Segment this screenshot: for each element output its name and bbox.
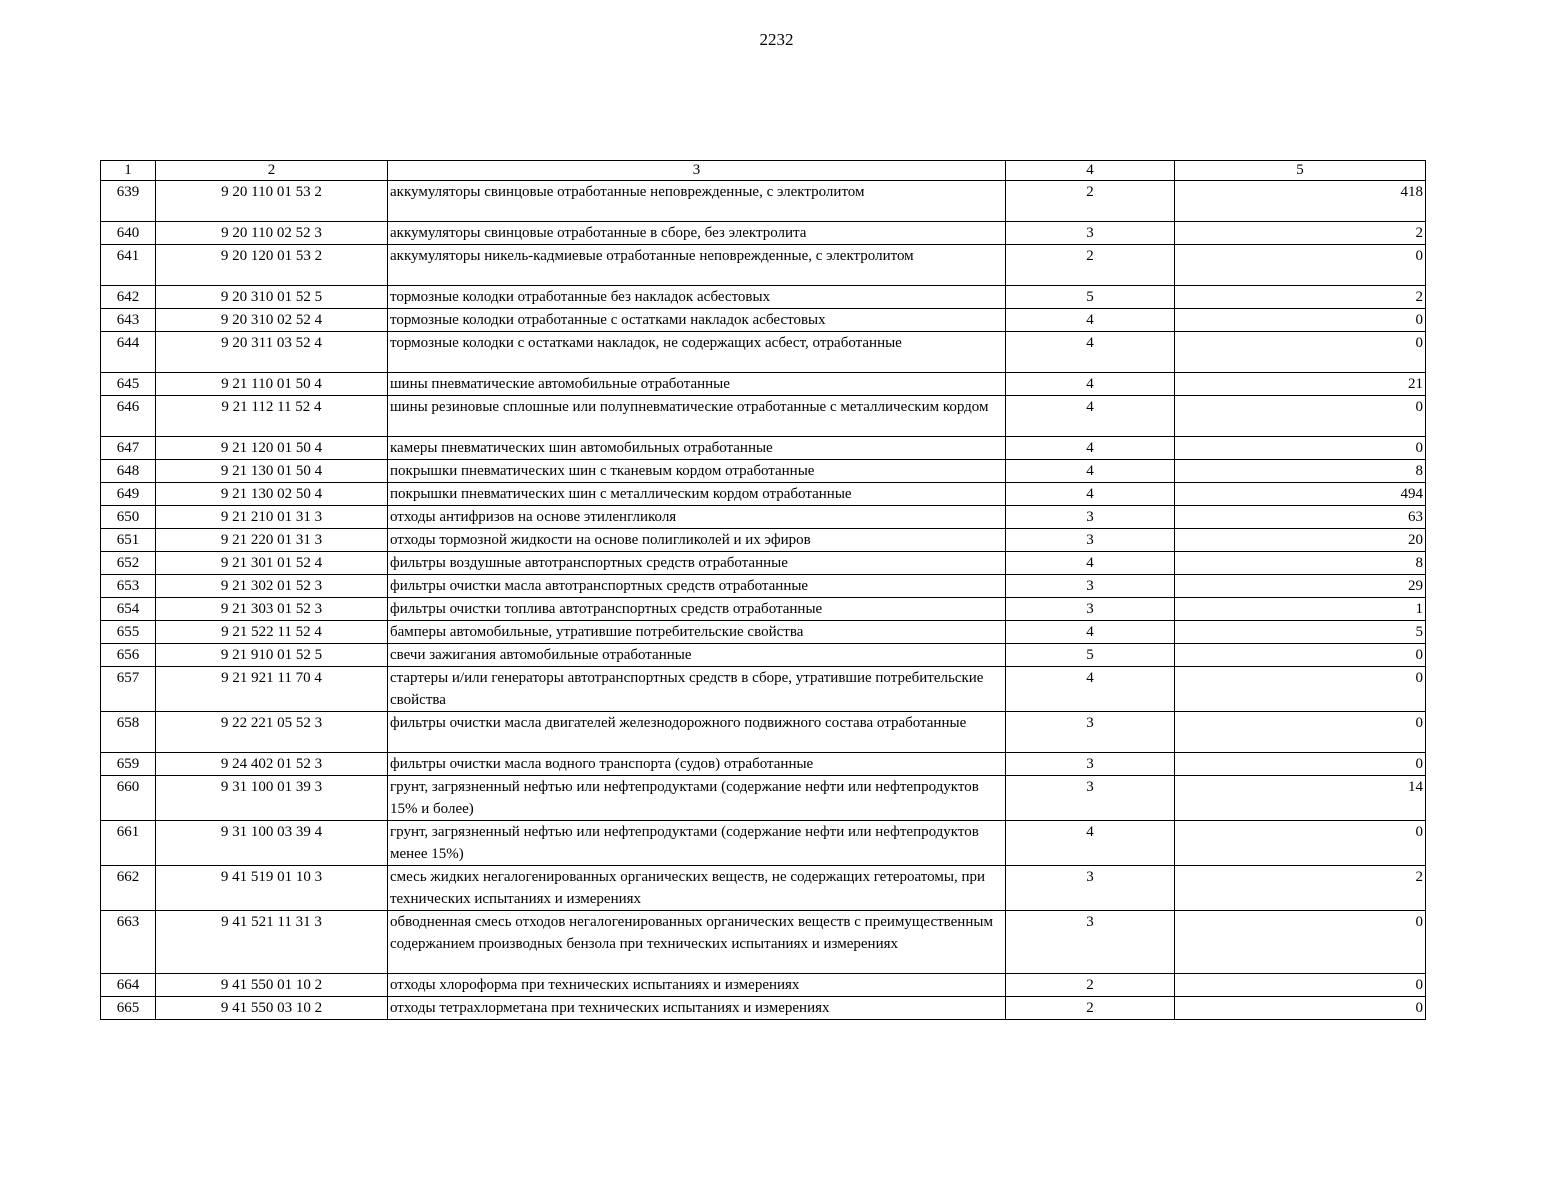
waste-name-cell: свечи зажигания автомобильные отработанные (388, 644, 1006, 667)
table-row (101, 483, 1426, 506)
row-number-cell: 655 (101, 621, 156, 644)
waste-name-cell: фильтры воздушные автотранспортных средств отработанные (388, 552, 1006, 575)
waste-code-cell: 9 20 120 01 53 2 (156, 245, 388, 286)
waste-name-cell: отходы тетрахлорметана при технических испытаниях и измерениях (388, 997, 1006, 1020)
row-number-cell: 660 (101, 776, 156, 821)
row-number-cell: 663 (101, 911, 156, 974)
waste-name-cell: покрышки пневматических шин с тканевым кордом отработанные (388, 460, 1006, 483)
quantity-cell: 418 (1175, 181, 1426, 222)
waste-name-cell: фильтры очистки масла двигателей железнодорожного подвижного состава отработанные (388, 712, 1006, 753)
hazard-class-cell: 5 (1006, 644, 1175, 667)
hazard-class-cell: 4 (1006, 667, 1175, 712)
hazard-class-cell: 3 (1006, 712, 1175, 753)
hazard-class-cell: 2 (1006, 997, 1175, 1020)
table-row (101, 286, 1426, 309)
table-row (101, 181, 1426, 222)
table-row (101, 644, 1426, 667)
quantity-cell: 0 (1175, 974, 1426, 997)
hazard-class-cell: 4 (1006, 437, 1175, 460)
row-number-cell: 652 (101, 552, 156, 575)
waste-code-cell: 9 21 921 11 70 4 (156, 667, 388, 712)
page-number: 2232 (759, 30, 794, 49)
table-row (101, 332, 1426, 373)
waste-code-cell: 9 21 112 11 52 4 (156, 396, 388, 437)
header-cell-1: 1 (101, 161, 156, 181)
quantity-cell: 20 (1175, 529, 1426, 552)
waste-code-cell: 9 21 130 02 50 4 (156, 483, 388, 506)
quantity-cell: 0 (1175, 911, 1426, 974)
waste-name-cell: отходы антифризов на основе этиленгликоля (388, 506, 1006, 529)
table-row (101, 974, 1426, 997)
waste-code-cell: 9 20 310 02 52 4 (156, 309, 388, 332)
quantity-cell: 14 (1175, 776, 1426, 821)
hazard-class-cell: 4 (1006, 552, 1175, 575)
table-row (101, 222, 1426, 245)
waste-name-cell: покрышки пневматических шин с металлическим кордом отработанные (388, 483, 1006, 506)
waste-registry-table (100, 160, 1426, 1020)
waste-code-cell: 9 21 220 01 31 3 (156, 529, 388, 552)
waste-code-cell: 9 20 110 01 53 2 (156, 181, 388, 222)
waste-code-cell: 9 21 130 01 50 4 (156, 460, 388, 483)
table-row (101, 776, 1426, 821)
row-number-cell: 657 (101, 667, 156, 712)
waste-name-cell: стартеры и/или генераторы автотранспортных средств в сборе, утратившие потребительские свойства (388, 667, 1006, 712)
table-row (101, 575, 1426, 598)
waste-name-cell: аккумуляторы никель-кадмиевые отработанные неповрежденные, с электролитом (388, 245, 1006, 286)
waste-name-cell: бамперы автомобильные, утратившие потребительские свойства (388, 621, 1006, 644)
table-row (101, 245, 1426, 286)
table-row (101, 309, 1426, 332)
quantity-cell: 0 (1175, 332, 1426, 373)
row-number-cell: 662 (101, 866, 156, 911)
waste-code-cell: 9 22 221 05 52 3 (156, 712, 388, 753)
quantity-cell: 0 (1175, 245, 1426, 286)
row-number-cell: 645 (101, 373, 156, 396)
hazard-class-cell: 4 (1006, 621, 1175, 644)
waste-code-cell: 9 21 522 11 52 4 (156, 621, 388, 644)
quantity-cell: 494 (1175, 483, 1426, 506)
table-row (101, 997, 1426, 1020)
hazard-class-cell: 4 (1006, 460, 1175, 483)
waste-name-cell: тормозные колодки отработанные без накладок асбестовых (388, 286, 1006, 309)
waste-code-cell: 9 21 110 01 50 4 (156, 373, 388, 396)
hazard-class-cell: 3 (1006, 753, 1175, 776)
waste-name-cell: шины пневматические автомобильные отработанные (388, 373, 1006, 396)
table-row (101, 821, 1426, 866)
quantity-cell: 63 (1175, 506, 1426, 529)
waste-name-cell: отходы тормозной жидкости на основе полигликолей и их эфиров (388, 529, 1006, 552)
row-number-cell: 653 (101, 575, 156, 598)
hazard-class-cell: 3 (1006, 911, 1175, 974)
table-row (101, 437, 1426, 460)
waste-name-cell: смесь жидких негалогенированных органических веществ, не содержащих гетероатомы, при технических испытаниях и измерениях (388, 866, 1006, 911)
quantity-cell: 0 (1175, 396, 1426, 437)
waste-code-cell: 9 20 110 02 52 3 (156, 222, 388, 245)
row-number-cell: 650 (101, 506, 156, 529)
waste-code-cell: 9 21 301 01 52 4 (156, 552, 388, 575)
table-header-row (101, 161, 1426, 181)
waste-code-cell: 9 21 303 01 52 3 (156, 598, 388, 621)
waste-name-cell: аккумуляторы свинцовые отработанные в сборе, без электролита (388, 222, 1006, 245)
quantity-cell: 0 (1175, 753, 1426, 776)
header-cell-2: 2 (156, 161, 388, 181)
waste-name-cell: фильтры очистки масла водного транспорта (судов) отработанные (388, 753, 1006, 776)
quantity-cell: 2 (1175, 866, 1426, 911)
row-number-cell: 648 (101, 460, 156, 483)
waste-code-cell: 9 31 100 01 39 3 (156, 776, 388, 821)
hazard-class-cell: 2 (1006, 245, 1175, 286)
hazard-class-cell: 4 (1006, 373, 1175, 396)
waste-name-cell: обводненная смесь отходов негалогенированных органических веществ с преимущественным содержанием производных бензола при технических испытаниях и измерениях (388, 911, 1006, 974)
waste-code-cell: 9 31 100 03 39 4 (156, 821, 388, 866)
row-number-cell: 649 (101, 483, 156, 506)
table-row (101, 506, 1426, 529)
waste-code-cell: 9 41 550 03 10 2 (156, 997, 388, 1020)
hazard-class-cell: 4 (1006, 332, 1175, 373)
hazard-class-cell: 3 (1006, 866, 1175, 911)
quantity-cell: 21 (1175, 373, 1426, 396)
table-row (101, 529, 1426, 552)
hazard-class-cell: 3 (1006, 529, 1175, 552)
header-cell-4: 4 (1006, 161, 1175, 181)
quantity-cell: 8 (1175, 460, 1426, 483)
waste-name-cell: аккумуляторы свинцовые отработанные неповрежденные, с электролитом (388, 181, 1006, 222)
quantity-cell: 0 (1175, 667, 1426, 712)
hazard-class-cell: 4 (1006, 821, 1175, 866)
hazard-class-cell: 3 (1006, 575, 1175, 598)
waste-code-cell: 9 21 210 01 31 3 (156, 506, 388, 529)
quantity-cell: 29 (1175, 575, 1426, 598)
row-number-cell: 656 (101, 644, 156, 667)
row-number-cell: 641 (101, 245, 156, 286)
waste-name-cell: тормозные колодки отработанные с остатками накладок асбестовых (388, 309, 1006, 332)
waste-name-cell: отходы хлороформа при технических испытаниях и измерениях (388, 974, 1006, 997)
waste-code-cell: 9 24 402 01 52 3 (156, 753, 388, 776)
quantity-cell: 0 (1175, 644, 1426, 667)
table-row (101, 753, 1426, 776)
quantity-cell: 2 (1175, 222, 1426, 245)
quantity-cell: 2 (1175, 286, 1426, 309)
quantity-cell: 1 (1175, 598, 1426, 621)
waste-name-cell: тормозные колодки с остатками накладок, не содержащих асбест, отработанные (388, 332, 1006, 373)
hazard-class-cell: 3 (1006, 506, 1175, 529)
table-row (101, 396, 1426, 437)
waste-name-cell: камеры пневматических шин автомобильных отработанные (388, 437, 1006, 460)
row-number-cell: 659 (101, 753, 156, 776)
quantity-cell: 5 (1175, 621, 1426, 644)
table-row (101, 552, 1426, 575)
hazard-class-cell: 2 (1006, 974, 1175, 997)
quantity-cell: 0 (1175, 437, 1426, 460)
quantity-cell: 0 (1175, 821, 1426, 866)
hazard-class-cell: 3 (1006, 776, 1175, 821)
row-number-cell: 664 (101, 974, 156, 997)
waste-code-cell: 9 21 910 01 52 5 (156, 644, 388, 667)
waste-name-cell: грунт, загрязненный нефтью или нефтепродуктами (содержание нефти или нефтепродуктов 15% и более) (388, 776, 1006, 821)
row-number-cell: 658 (101, 712, 156, 753)
row-number-cell: 651 (101, 529, 156, 552)
row-number-cell: 646 (101, 396, 156, 437)
quantity-cell: 8 (1175, 552, 1426, 575)
table-row (101, 911, 1426, 974)
table-row (101, 621, 1426, 644)
waste-code-cell: 9 41 550 01 10 2 (156, 974, 388, 997)
table-row (101, 373, 1426, 396)
waste-name-cell: фильтры очистки топлива автотранспортных средств отработанные (388, 598, 1006, 621)
hazard-class-cell: 4 (1006, 309, 1175, 332)
row-number-cell: 642 (101, 286, 156, 309)
hazard-class-cell: 3 (1006, 598, 1175, 621)
hazard-class-cell: 4 (1006, 396, 1175, 437)
waste-code-cell: 9 41 521 11 31 3 (156, 911, 388, 974)
waste-code-cell: 9 41 519 01 10 3 (156, 866, 388, 911)
table-row (101, 712, 1426, 753)
hazard-class-cell: 4 (1006, 483, 1175, 506)
table-row (101, 460, 1426, 483)
waste-code-cell: 9 20 310 01 52 5 (156, 286, 388, 309)
header-cell-5: 5 (1175, 161, 1426, 181)
row-number-cell: 644 (101, 332, 156, 373)
table-row (101, 598, 1426, 621)
hazard-class-cell: 5 (1006, 286, 1175, 309)
waste-name-cell: грунт, загрязненный нефтью или нефтепродуктами (содержание нефти или нефтепродуктов менее 15%) (388, 821, 1006, 866)
waste-code-cell: 9 21 302 01 52 3 (156, 575, 388, 598)
quantity-cell: 0 (1175, 997, 1426, 1020)
quantity-cell: 0 (1175, 309, 1426, 332)
row-number-cell: 640 (101, 222, 156, 245)
table-row (101, 667, 1426, 712)
quantity-cell: 0 (1175, 712, 1426, 753)
header-cell-3: 3 (388, 161, 1006, 181)
row-number-cell: 665 (101, 997, 156, 1020)
row-number-cell: 654 (101, 598, 156, 621)
row-number-cell: 643 (101, 309, 156, 332)
row-number-cell: 639 (101, 181, 156, 222)
hazard-class-cell: 2 (1006, 181, 1175, 222)
waste-name-cell: фильтры очистки масла автотранспортных средств отработанные (388, 575, 1006, 598)
row-number-cell: 647 (101, 437, 156, 460)
table-row (101, 866, 1426, 911)
waste-code-cell: 9 20 311 03 52 4 (156, 332, 388, 373)
waste-name-cell: шины резиновые сплошные или полупневматические отработанные с металлическим кордом (388, 396, 1006, 437)
waste-code-cell: 9 21 120 01 50 4 (156, 437, 388, 460)
hazard-class-cell: 3 (1006, 222, 1175, 245)
row-number-cell: 661 (101, 821, 156, 866)
